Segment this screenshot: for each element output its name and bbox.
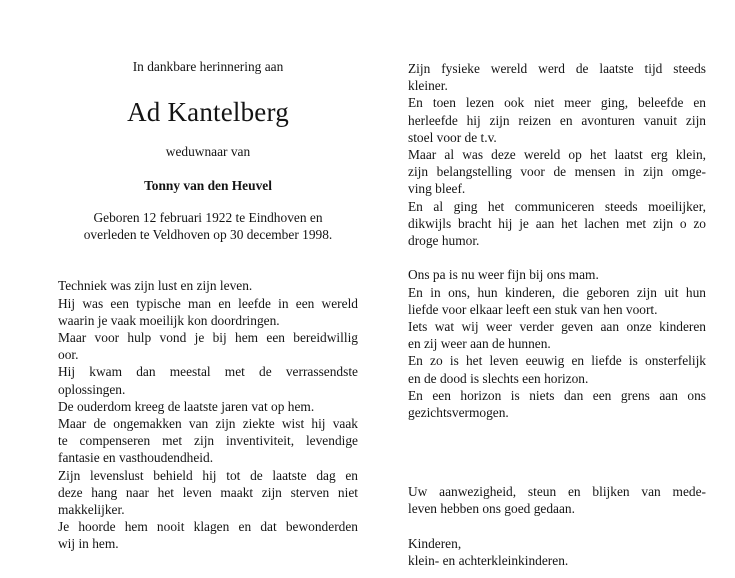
signoff-text (408, 535, 706, 569)
text-line: stoel voor de t.v. (408, 129, 497, 145)
text-line: Ons pa is nu weer fijn bij ons mam. (408, 267, 599, 283)
text-line: En toen lezen ook niet meer ging, beleefde en (408, 95, 706, 111)
text-line: Je hoorde hem nooit klagen en dat bewonderden (58, 519, 358, 535)
paragraph-gap (408, 518, 706, 535)
right-column (408, 60, 706, 569)
text-line: leven hebben ons goed gedaan. (408, 501, 575, 517)
text-line: dikwijls bracht hij je aan het lachen met zijn o zo (408, 215, 706, 231)
text-line: droge humor. (408, 233, 480, 249)
text-line: deze hang naar het leven maakt zijn sterven niet (58, 484, 358, 500)
text-line: zijn belangstelling voor de mensen in zijn omge- (408, 164, 706, 180)
text-line: Zijn fysieke wereld werd de laatste tijd steeds (408, 61, 706, 76)
deceased-name: Ad Kantelberg (127, 97, 289, 127)
text-line: Hij kwam dan meestal met de verrassendste (58, 364, 358, 380)
text-line: Maar de ongemakken van zijn ziekte wist hij vaak (58, 416, 358, 432)
right-text-block-2 (408, 266, 706, 421)
text-line: ving bleef. (408, 181, 466, 197)
text-line: makkelijker. (58, 502, 125, 518)
text-line: fantasie en vasthoudendheid. (58, 450, 214, 466)
text-line: Hij was een typische man en leefde in een wereld (58, 295, 358, 311)
text-line: Iets wat wij weer verder geven aan onze kinderen (408, 319, 706, 335)
text-line: Uw aanwezigheid, steun en blijken van mede- (408, 484, 706, 500)
text-line: En zo is het leven eeuwig en liefde is onsterfelijk (408, 353, 706, 369)
text-line: Zijn levenslust behield hij tot de laatste dag en (58, 467, 358, 483)
birth-death-dates (58, 209, 358, 243)
text-line: oplossingen. (58, 381, 126, 397)
text-line: herleefde hij zijn reizen en avonturen vanuit zijn (408, 112, 706, 128)
left-text-block (58, 277, 358, 552)
text-line: En al ging het communiceren steeds moeilijker, (408, 198, 706, 214)
text-line: De ouderdom kreeg de laatste jaren vat op hem. (58, 398, 315, 414)
text-line: en de dood is slechts een horizon. (408, 370, 589, 386)
text-line: Techniek was zijn lust en zijn leven. (58, 278, 253, 294)
text-line: En een horizon is niets dan een grens aan ons (408, 387, 706, 403)
right-text-block-1 (408, 60, 706, 249)
text-line: Kinderen, (408, 535, 462, 551)
spouse-name: Tonny van den Heuvel (144, 178, 272, 193)
paragraph-gap-large (408, 421, 706, 483)
text-line: gezichtsvermogen. (408, 405, 509, 421)
paragraph-gap (408, 249, 706, 266)
relation-line: weduwnaar van (165, 144, 251, 159)
text-line: Maar voor hulp vond je bij hem een bereidwillig (58, 330, 358, 346)
text-line: waarin je vaak moeilijk kon doordringen. (58, 312, 280, 328)
birth-line: Geboren 12 februari 1922 te Eindhoven en (93, 210, 323, 225)
text-line: En in ons, hun kinderen, die geboren zijn uit hun (408, 284, 706, 300)
text-line: kleiner. (408, 78, 448, 94)
text-line: oor. (58, 347, 79, 363)
death-line: overleden te Veldhoven op 30 december 1998. (83, 227, 333, 243)
left-column (58, 58, 358, 553)
thanks-text (408, 483, 706, 517)
text-line: Maar al was deze wereld op het laatst erg klein, (408, 147, 706, 163)
text-line: te compenseren met zijn inventiviteit, levendige (58, 433, 358, 449)
text-line: klein- en achterkleinkinderen. (408, 553, 569, 569)
text-line: liefde voor elkaar leeft een stuk van hen voort. (408, 301, 658, 317)
text-line: en zij weer aan de hunnen. (408, 336, 551, 352)
text-line: wij in hem. (58, 536, 119, 552)
intro-line: In dankbare herinnering aan (132, 59, 284, 74)
